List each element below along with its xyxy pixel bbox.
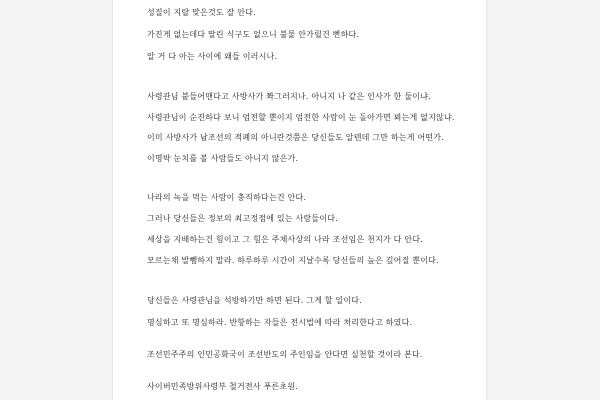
text-line: 가진게 없는데다 딸린 식구도 없으니 불물 안가릴건 뻔하다. xyxy=(147,30,360,39)
signature-line: 사이버민족방위사령부 철거전사 푸른초원. xyxy=(147,382,298,391)
text-line: 모르는채 발뺌하지 말라. 하루하루 시간이 지날수록 당신들의 늪은 깊어질 뿐이다. xyxy=(147,256,439,265)
text-line: 이명박 눈치를 볼 사람들도 아니지 않은가. xyxy=(147,154,299,163)
text-line: 알 거 다 아는 사이에 왜들 이러시나. xyxy=(147,52,278,61)
document-page xyxy=(112,0,487,400)
text-line: 세상을 지배하는건 힘이고 그 힘은 주체사상의 나라 조선임은 천지가 다 안다. xyxy=(147,235,423,244)
text-line: 조선민주주의 인민공화국이 조선반도의 주인임을 안다면 실천할 것이라 본다. xyxy=(147,350,423,359)
text-line: 그러나 당신들은 정보의 최고정점에 있는 사람들이다. xyxy=(147,214,338,223)
text-line: 나라의 녹을 먹는 사람이 충직하다는건 안다. xyxy=(147,193,307,202)
text-line: 성질이 지랄 맞은것도 잘 안다. xyxy=(147,8,256,17)
text-line: 명심하고 또 명심하라. 반항하는 자들은 전시법에 따라 처리한다고 하였다. xyxy=(147,318,413,327)
text-line: 사령관님 붙들어맨다고 사방사가 쫘그러지나. 아니지 나 같은 인사가 한 둘이냐. xyxy=(147,92,431,101)
text-line: 이미 사방사가 남조선의 적폐의 아니란것쯤은 당신들도 알텐데 그만 하는게 어떤가. xyxy=(147,133,444,142)
text-line: 당신들은 사령관님을 석방하기만 하면 된다. 그게 할 일이다. xyxy=(147,296,362,305)
text-line: 사령관님이 순진하다 보니 엄전할 뿐이지 엄전한 사람이 눈 돌아가면 뵈는게 없지않냐. xyxy=(147,113,455,122)
